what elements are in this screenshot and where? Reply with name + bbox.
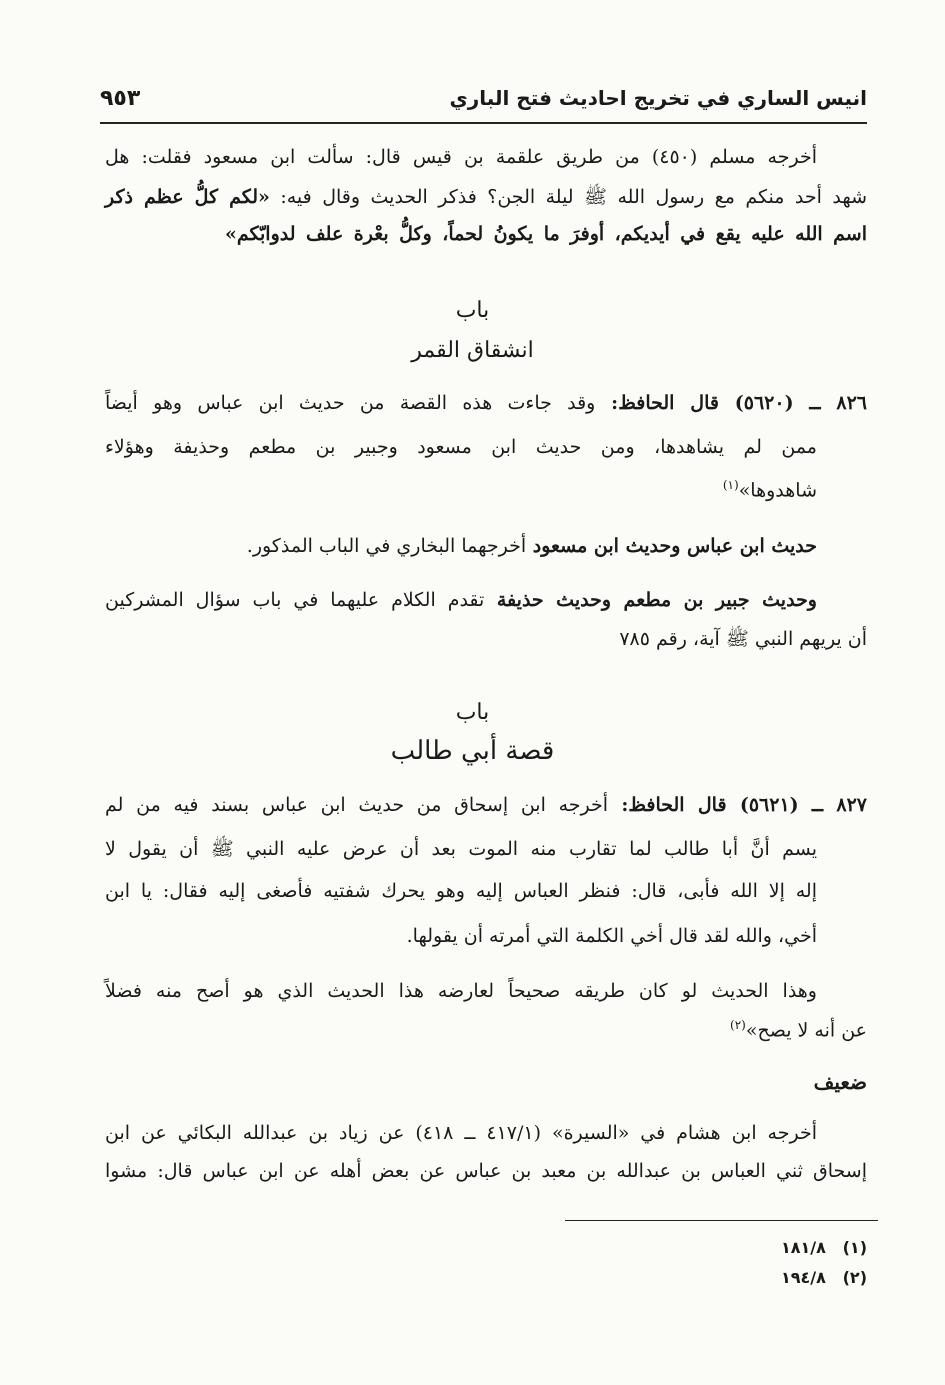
entry-827-line-6-text: عن أنه لا يصح» (745, 1019, 867, 1042)
para-2 (247, 535, 817, 557)
section-1-bab-text: باب (455, 298, 490, 323)
intro-line-2 (105, 185, 867, 213)
entry-826-line-1 (105, 392, 867, 414)
intro-line-2-bold: «لكم كلُّ عظم ذكر (105, 186, 270, 208)
footnote-2 (781, 1268, 867, 1287)
entry-827-line-1-text: أخرجه ابن إسحاق من حديث ابن عباس بسند فيه من لم (105, 794, 609, 816)
entry-826-line-3 (723, 478, 817, 501)
section-1-title (0, 338, 945, 363)
footnote-ref-1[interactable]: (١) (722, 478, 739, 492)
entry-827-line-4-text: أخي، والله لقد قال أخي الكلمة التي أمرته أن يقولها. (406, 925, 817, 947)
entry-827-line-3-text: إله إلا الله فأبى، قال: فنظر العباس إليه وهو يحرك شفتيه فأصغى إليه فقال: يا ابن (105, 880, 817, 902)
takhrij-line-1-text: أخرجه ابن هشام في «السيرة» (٤١٧/١ ــ ٤١٨) عن زياد بن عبدالله البكائي عن ابن (105, 1122, 817, 1144)
para-2-bold: حديث ابن عباس وحديث ابن مسعود (526, 535, 817, 557)
footnote-1-number: (١) (842, 1238, 867, 1257)
footnote-2-text: ١٩٤/٨ (780, 1268, 826, 1287)
section-2-bab (0, 700, 945, 725)
intro-line-2-text: شهد أحد منكم مع رسول الله ﷺ ليلة الجن؟ فذكر الحديث وقال فيه: (269, 186, 867, 208)
section-1-bab (0, 298, 945, 323)
para-3-line-2 (619, 627, 867, 655)
entry-827-line-1 (105, 794, 867, 816)
para-2-text: أخرجهما البخاري في الباب المذكور. (246, 535, 527, 557)
entry-827-line-2 (105, 837, 817, 865)
entry-826-line-2-text: ممن لم يشاهدها، ومن حديث ابن مسعود وجبير بن مطعم وحذيفة وهؤلاء (105, 436, 817, 458)
section-2-title (0, 736, 945, 766)
footnote-1-text: ١٨١/٨ (780, 1238, 826, 1257)
entry-827-heading: ٨٢٧ ــ (٥٦٢١) قال الحافظ: (608, 794, 867, 816)
para-3-line-1 (105, 589, 817, 611)
entry-827-line-5-text: وهذا الحديث لو كان طريقه صحيحاً لعارضه هذا الحديث الذي هو أصح منه فضلاً (105, 980, 817, 1002)
takhrij-line-2-text: إسحاق ثني العباس بن عبدالله بن معبد بن عباس عن بعض أهله عن ابن عباس قال: مشوا (105, 1160, 867, 1182)
para-3-line-2-text: أن يريهم النبي ﷺ آية، رقم ٧٨٥ (619, 628, 867, 650)
page-number: ٩٥٣ (100, 86, 141, 111)
takhrij-line-2 (105, 1160, 867, 1182)
footnote-divider (565, 1220, 878, 1221)
para-3-bold: وحديث جبير بن مطعم وحديث حذيفة (484, 589, 817, 611)
entry-827-line-4 (407, 925, 817, 947)
para-3-text: تقدم الكلام عليهما في باب سؤال المشركين (105, 589, 485, 611)
entry-827-line-6 (730, 1018, 867, 1041)
footnote-1 (781, 1238, 867, 1257)
entry-826-line-3-text: شاهدوها» (738, 479, 817, 502)
header-title: انيس الساري في تخريج احاديث فتح الباري (449, 86, 867, 110)
section-2-bab-text: باب (455, 700, 490, 725)
section-2-title-text: قصة أبي طالب (390, 736, 555, 766)
footnote-2-number: (٢) (842, 1268, 867, 1287)
entry-827-line-2-text: يسم أنَّ أبا طالب لما تقارب منه الموت بعد أن عرض عليه النبي ﷺ أن يقول لا (105, 838, 817, 860)
grade-label (814, 1070, 867, 1094)
entry-826-line-2 (105, 436, 817, 458)
entry-826-heading: ٨٢٦ ــ (٥٦٢٠) قال الحافظ: (595, 392, 867, 414)
entry-827-line-5 (105, 980, 817, 1002)
intro-line-1 (105, 146, 817, 168)
takhrij-line-1 (105, 1122, 817, 1144)
entry-827-line-3 (105, 880, 817, 902)
intro-line-3-text: اسم الله عليه يقع في أيديكم، أوفرَ ما يكونُ لحماً، وكلُّ بعْرة علف لدوابّكم» (225, 223, 867, 245)
intro-line-1-text: أخرجه مسلم (٤٥٠) من طريق علقمة بن قيس قال: سألت ابن مسعود فقلت: هل (105, 146, 817, 168)
running-header (100, 84, 867, 124)
footnote-ref-2[interactable]: (٢) (730, 1018, 746, 1032)
entry-826-line-1-text: وقد جاءت هذه القصة من حديث ابن عباس وهو أيضاً (105, 392, 596, 414)
section-1-title-text: انشقاق القمر (411, 338, 534, 363)
intro-line-3 (225, 223, 867, 245)
grade-text: ضعيف (813, 1070, 867, 1094)
